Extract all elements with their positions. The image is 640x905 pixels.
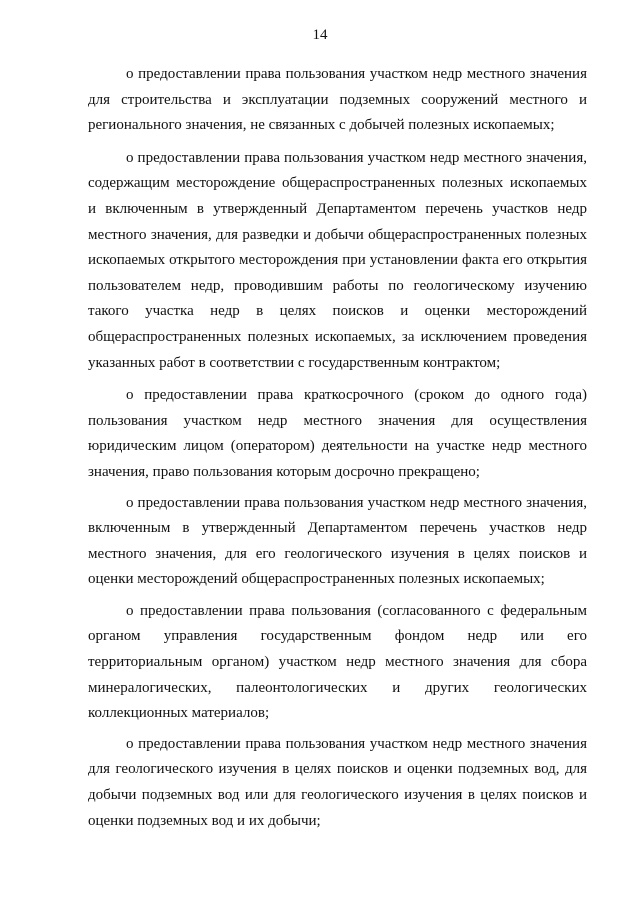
paragraph: о предоставлении права краткосрочного (сроком до одного года) пользования участком недр местного значения для осуществления юридическим лицом (оператором) деятельности на участке недр местного значения, право пользования которым досрочно прекращено; [88,387,587,480]
paragraph: о предоставлении права пользования участком недр местного значения, содержащим месторождение общераспространенных полезных ископаемых и включенным в утвержденный Департаментом перечень участков недр местного значения, для разведки и добычи общераспространенных полезных ископаемых открытого месторождения при установлении факта его открытия пользователем недр, проводившим работы по геологическому изучению такого участка недр в целях поисков и оценки месторождений общераспространенных полезных ископаемых, за исключением проведения указанных работ в соответствии с государственным контрактом; [88,149,587,371]
paragraph: о предоставлении права пользования участком недр местного значения, включенным в утвержденный Департаментом перечень участков недр местного значения, для его геологического изучения в целях поисков и оценки месторождений общераспространенных полезных ископаемых; [88,494,587,588]
paragraph: о предоставлении права пользования участком недр местного значения для строительства и эксплуатации подземных сооружений местного и регионального значения, не связанных с добычей полезных ископаемых; [88,66,587,134]
document-body [88,62,587,840]
paragraph: о предоставлении права пользования участком недр местного значения для геологического изучения в целях поисков и оценки подземных вод, для добычи подземных вод или для геологического изучения в целях поисков и оценки подземных вод и их добычи; [88,735,587,829]
page-number: 14 [312,27,328,43]
paragraph: о предоставлении права пользования (согласованного с федеральным органом управления государственным фондом недр или его территориальным органом) участком недр местного значения для сбора минералогических, палеонтологических и других геологических коллекционных материалов; [88,602,587,722]
